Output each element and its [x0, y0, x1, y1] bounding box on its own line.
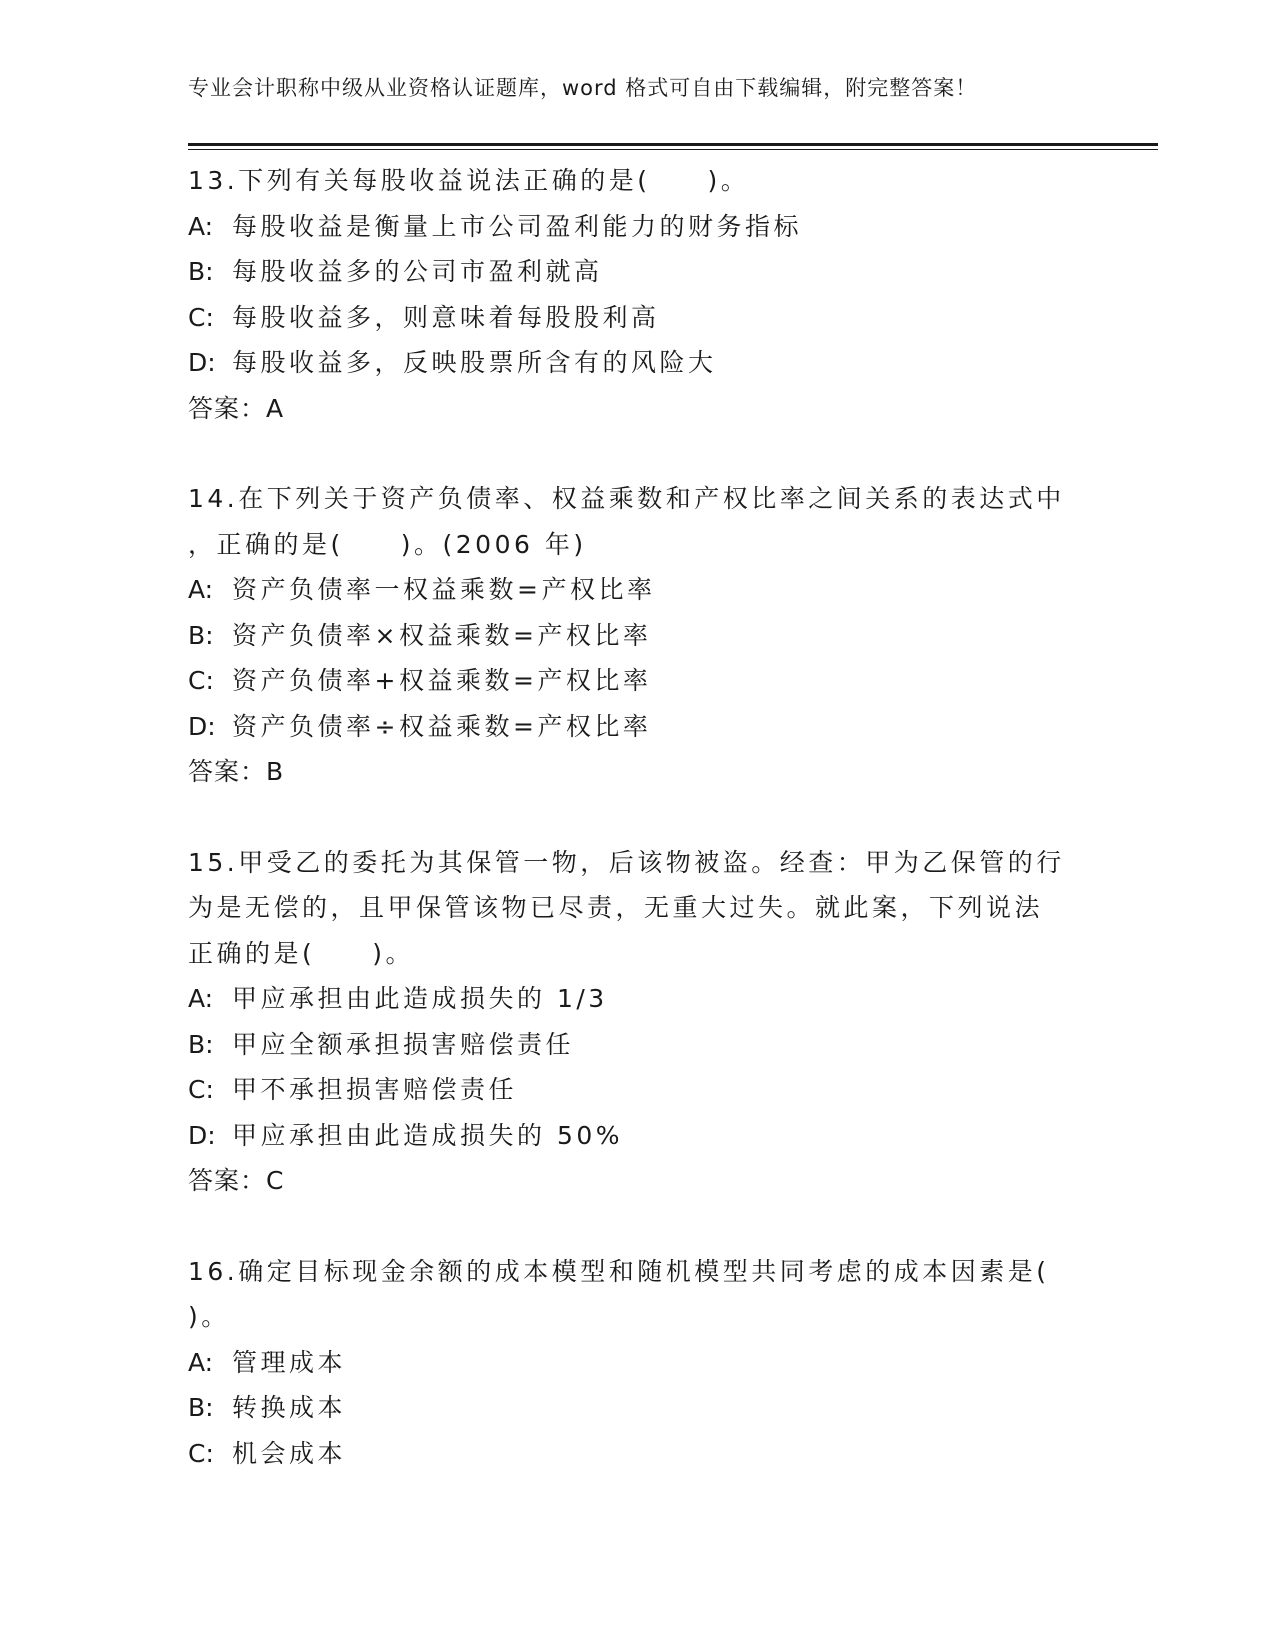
option-a — [188, 1340, 1088, 1386]
option-d — [188, 1113, 1088, 1159]
option-text: 每股收益是衡量上市公司盈利能力的财务指标 — [232, 211, 803, 241]
option-key: C: — [188, 1075, 214, 1104]
option-text: 资产负债率+权益乘数=产权比率 — [232, 666, 652, 695]
option-c — [188, 1067, 1088, 1113]
question-stem: 正确的是( )。 — [188, 938, 415, 968]
answer: 答案：B — [188, 757, 285, 786]
question-stem: 16.确定目标现金余额的成本模型和随机模型共同考虑的成本因素是( — [188, 1256, 1050, 1286]
question-list — [188, 158, 1088, 1521]
option-key: C: — [188, 302, 214, 332]
option-text: 资产负债率一权益乘数=产权比率 — [232, 575, 656, 604]
option-text: 资产负债率×权益乘数=产权比率 — [232, 620, 652, 650]
option-key: A: — [188, 575, 214, 604]
option-c — [188, 658, 1088, 704]
option-c — [188, 1431, 1088, 1477]
question-15 — [188, 840, 1088, 1204]
option-key: A: — [188, 1347, 214, 1377]
option-key: A: — [188, 211, 214, 241]
option-key: B: — [188, 257, 214, 286]
option-b — [188, 1022, 1088, 1068]
option-text: 每股收益多，则意味着每股股利高 — [232, 302, 660, 332]
option-text: 甲不承担损害赔偿责任 — [232, 1075, 518, 1104]
option-key: C: — [188, 1438, 214, 1468]
option-b — [188, 249, 1088, 295]
option-d — [188, 340, 1088, 386]
page-header: 专业会计职称中级从业资格认证题库，word 格式可自由下载编辑，附完整答案！ — [188, 76, 978, 100]
option-a — [188, 567, 1088, 613]
option-text: 资产负债率÷权益乘数=产权比率 — [232, 711, 652, 741]
question-14 — [188, 476, 1088, 795]
question-stem: )。 — [188, 1302, 230, 1331]
option-d — [188, 704, 1088, 750]
option-a — [188, 976, 1088, 1022]
question-stem: 14.在下列关于资产负债率、权益乘数和产权比率之间关系的表达式中 — [188, 484, 1065, 513]
question-stem: 为是无偿的，且甲保管该物已尽责，无重大过失。就此案，下列说法 — [188, 893, 1044, 922]
question-stem: 13.下列有关每股收益说法正确的是( )。 — [188, 166, 750, 195]
option-text: 管理成本 — [232, 1347, 347, 1377]
answer: 答案：C — [188, 1166, 285, 1195]
option-text: 甲应全额承担损害赔偿责任 — [232, 1029, 575, 1059]
option-c — [188, 295, 1088, 341]
option-text: 甲应承担由此造成损失的 50% — [232, 1120, 624, 1150]
question-16 — [188, 1249, 1088, 1477]
option-text: 每股收益多的公司市盈利就高 — [232, 257, 603, 286]
option-text: 每股收益多，反映股票所含有的风险大 — [232, 348, 717, 377]
answer: 答案：A — [188, 393, 285, 423]
option-key: A: — [188, 984, 214, 1013]
option-b — [188, 613, 1088, 659]
option-text: 甲应承担由此造成损失的 1/3 — [232, 984, 608, 1013]
option-key: D: — [188, 711, 216, 741]
option-key: C: — [188, 666, 214, 695]
option-b — [188, 1385, 1088, 1431]
option-key: D: — [188, 1120, 216, 1150]
option-text: 转换成本 — [232, 1393, 347, 1422]
option-key: B: — [188, 1029, 214, 1059]
question-stem: 15.甲受乙的委托为其保管一物，后该物被盗。经查：甲为乙保管的行 — [188, 847, 1065, 877]
option-key: D: — [188, 348, 216, 377]
option-text: 机会成本 — [232, 1438, 347, 1468]
option-key: B: — [188, 1393, 214, 1422]
question-stem: ，正确的是( )。(2006 年) — [188, 529, 587, 559]
question-13 — [188, 158, 1088, 431]
header-rule — [188, 143, 1158, 150]
option-a — [188, 204, 1088, 250]
option-key: B: — [188, 620, 214, 650]
